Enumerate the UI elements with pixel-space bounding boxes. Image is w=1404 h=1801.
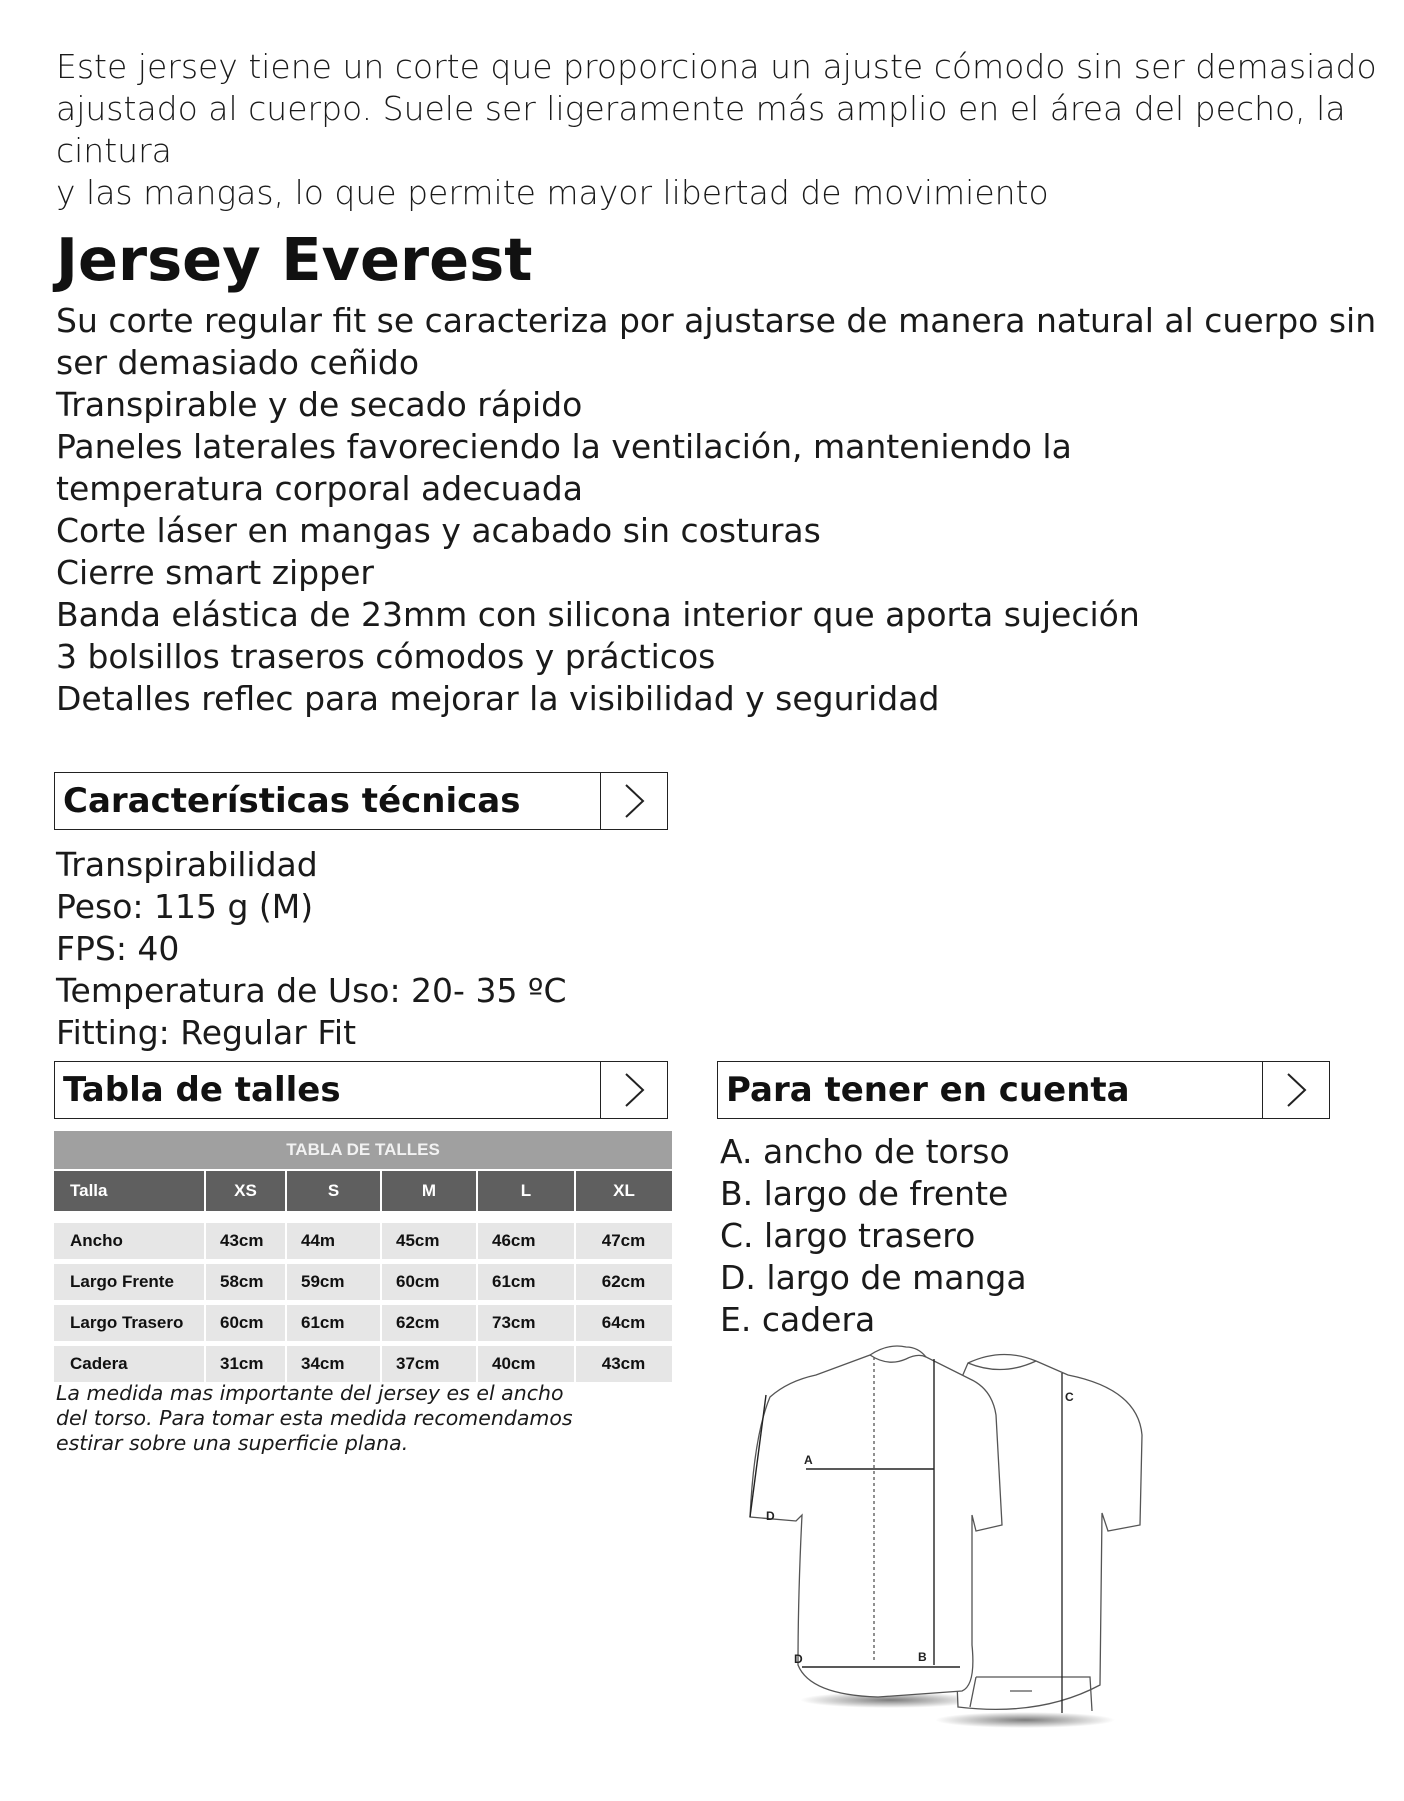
table-cell: 40cm bbox=[478, 1341, 576, 1382]
legend-text: largo de frente bbox=[763, 1174, 1009, 1213]
table-cell: 44m bbox=[287, 1211, 382, 1259]
chevron-right-icon[interactable] bbox=[1262, 1062, 1329, 1118]
table-cell: 64cm bbox=[576, 1300, 672, 1341]
legend-letter: A. bbox=[720, 1132, 753, 1171]
legend-letter: D. bbox=[720, 1258, 756, 1297]
size-table-caption: TABLA DE TALLES bbox=[54, 1131, 672, 1169]
column-header: M bbox=[382, 1169, 478, 1211]
table-cell: 31cm bbox=[206, 1341, 287, 1382]
column-header: XL bbox=[576, 1169, 672, 1211]
legend-item bbox=[720, 1299, 1027, 1341]
description-line: 3 bolsillos traseros cómodos y prácticos bbox=[56, 637, 716, 676]
legend-letter: E. bbox=[720, 1300, 752, 1339]
table-cell: 58cm bbox=[206, 1259, 287, 1300]
legend-item bbox=[720, 1215, 1027, 1257]
table-cell: 62cm bbox=[382, 1300, 478, 1341]
row-label: Largo Frente bbox=[54, 1259, 206, 1300]
description-line: Corte láser en mangas y acabado sin costuras bbox=[56, 511, 821, 550]
table-row bbox=[54, 1341, 672, 1382]
table-cell: 60cm bbox=[382, 1259, 478, 1300]
legend-item bbox=[720, 1131, 1027, 1173]
intro-paragraph: Este jersey tiene un corte que proporciona un ajuste cómodo sin ser demasiado ajustado al cuerpo. Suele ser ligeramente más amplio en el área del pecho, la cintura y las mangas, lo que permite mayor libertad de movimiento bbox=[56, 47, 1377, 212]
front-jersey bbox=[750, 1346, 1002, 1697]
column-header: XS bbox=[206, 1169, 287, 1211]
legend-text: largo de manga bbox=[766, 1258, 1027, 1297]
spec-item: Fitting: Regular Fit bbox=[56, 1013, 357, 1052]
row-label: Cadera bbox=[54, 1341, 206, 1382]
description-line: temperatura corporal adecuada bbox=[56, 469, 583, 508]
table-cell: 34cm bbox=[287, 1341, 382, 1382]
product-description bbox=[56, 300, 1377, 720]
description-line: ser demasiado ceñido bbox=[56, 343, 420, 382]
table-cell: 45cm bbox=[382, 1211, 478, 1259]
description-line: Banda elástica de 23mm con silicona interior que aporta sujeción bbox=[56, 595, 1140, 634]
size-table-header-row bbox=[54, 1169, 672, 1211]
table-cell: 43cm bbox=[576, 1341, 672, 1382]
table-cell: 60cm bbox=[206, 1300, 287, 1341]
column-header: L bbox=[478, 1169, 576, 1211]
table-cell: 61cm bbox=[478, 1259, 576, 1300]
label-b: B bbox=[918, 1650, 927, 1664]
chevron-right-icon[interactable] bbox=[600, 1062, 667, 1118]
tech-specs-label: Características técnicas bbox=[63, 781, 521, 821]
chevron-right-icon[interactable] bbox=[600, 773, 667, 829]
size-note: La medida mas importante del jersey es el ancho del torso. Para tomar esta medida recomendamos estirar sobre una superficie plana. bbox=[56, 1381, 573, 1455]
legend-text: largo trasero bbox=[764, 1216, 976, 1255]
legend-letter: B. bbox=[720, 1174, 754, 1213]
row-label: Largo Trasero bbox=[54, 1300, 206, 1341]
product-title: Jersey Everest bbox=[56, 225, 533, 294]
table-row bbox=[54, 1300, 672, 1341]
table-row bbox=[54, 1259, 672, 1300]
table-cell: 73cm bbox=[478, 1300, 576, 1341]
label-a: A bbox=[804, 1453, 813, 1467]
notes-label: Para tener en cuenta bbox=[726, 1070, 1130, 1110]
description-line: Su corte regular fit se caracteriza por ajustarse de manera natural al cuerpo sin bbox=[56, 301, 1377, 340]
tech-specs-section-header[interactable] bbox=[54, 772, 668, 830]
description-line: Paneles laterales favoreciendo la ventilación, manteniendo la bbox=[56, 427, 1072, 466]
jersey-diagram bbox=[740, 1345, 1160, 1765]
tech-specs-list bbox=[56, 844, 567, 1054]
description-line: Cierre smart zipper bbox=[56, 553, 374, 592]
table-cell: 43cm bbox=[206, 1211, 287, 1259]
notes-section-header[interactable] bbox=[717, 1061, 1330, 1119]
size-table-label: Tabla de talles bbox=[63, 1070, 341, 1110]
description-line: Transpirable y de secado rápido bbox=[56, 385, 583, 424]
size-table bbox=[54, 1131, 672, 1382]
description-line: Detalles reflec para mejorar la visibilidad y seguridad bbox=[56, 679, 940, 718]
spec-item: FPS: 40 bbox=[56, 929, 180, 968]
column-header: Talla bbox=[54, 1169, 206, 1211]
table-cell: 46cm bbox=[478, 1211, 576, 1259]
row-label: Ancho bbox=[54, 1211, 206, 1259]
legend-letter: C. bbox=[720, 1216, 754, 1255]
spec-item: Transpirabilidad bbox=[56, 845, 318, 884]
table-row bbox=[54, 1211, 672, 1259]
legend-text: cadera bbox=[761, 1300, 876, 1339]
table-cell: 61cm bbox=[287, 1300, 382, 1341]
table-cell: 59cm bbox=[287, 1259, 382, 1300]
measurement-legend bbox=[720, 1131, 1027, 1341]
label-d-sleeve: D bbox=[766, 1509, 775, 1523]
spec-item: Temperatura de Uso: 20- 35 ºC bbox=[56, 971, 567, 1010]
table-cell: 37cm bbox=[382, 1341, 478, 1382]
size-table-section-header[interactable] bbox=[54, 1061, 668, 1119]
table-cell: 47cm bbox=[576, 1211, 672, 1259]
legend-item bbox=[720, 1173, 1027, 1215]
column-header: S bbox=[287, 1169, 382, 1211]
table-cell: 62cm bbox=[576, 1259, 672, 1300]
label-d-hem: D bbox=[794, 1652, 803, 1666]
legend-text: ancho de torso bbox=[762, 1132, 1010, 1171]
spec-item: Peso: 115 g (M) bbox=[56, 887, 314, 926]
legend-item bbox=[720, 1257, 1027, 1299]
label-c: C bbox=[1065, 1390, 1074, 1404]
back-shadow bbox=[935, 1712, 1115, 1728]
